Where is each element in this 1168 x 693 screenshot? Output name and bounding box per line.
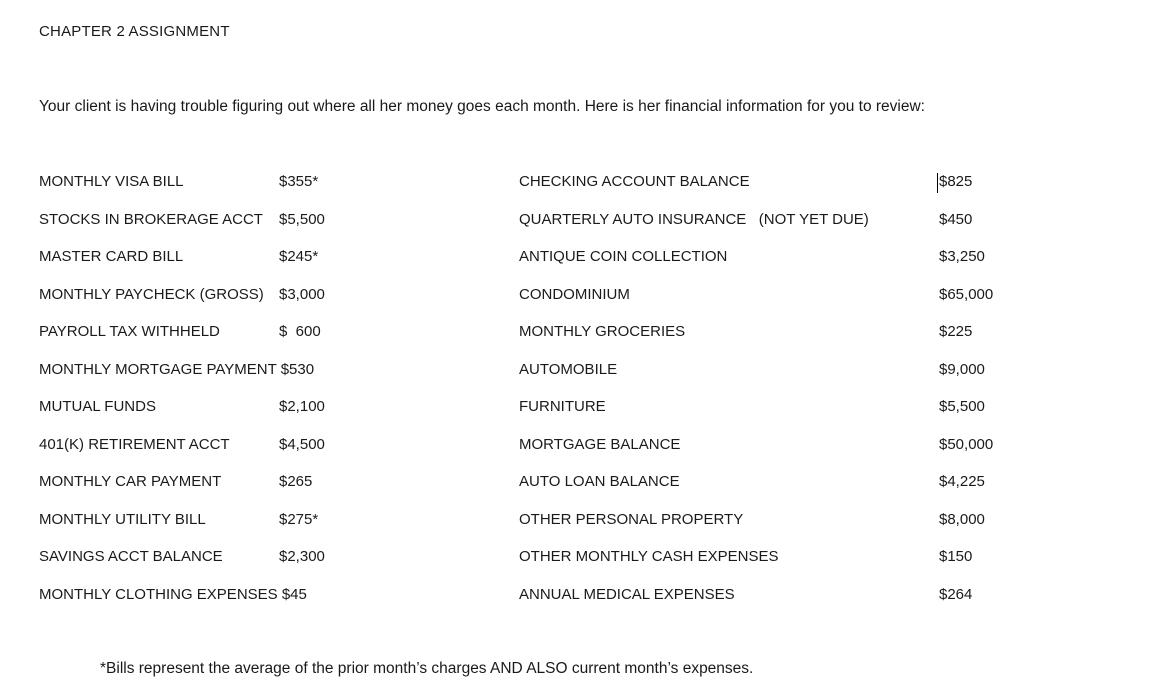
left-item-value: $355* — [279, 173, 319, 190]
right-item-value: $3,250 — [939, 248, 985, 265]
left-item-label: MONTHLY MORTGAGE PAYMENT — [39, 360, 277, 378]
left-item-label: PAYROLL TAX WITHHELD — [39, 323, 220, 340]
table-row — [0, 586, 1168, 624]
right-item-value: $4,225 — [939, 473, 985, 490]
table-row — [0, 436, 1168, 474]
right-item-label: CHECKING ACCOUNT BALANCE — [519, 173, 750, 190]
left-item-value: $2,100 — [279, 398, 325, 415]
intro-paragraph: Your client is having trouble figuring out where all her money goes each month. Here is her financial information for you to review: — [39, 98, 925, 115]
financial-table — [0, 173, 1168, 623]
right-item-value: $150 — [939, 548, 973, 565]
right-item-label: AUTO LOAN BALANCE — [519, 473, 680, 490]
left-item-value: $265 — [279, 473, 313, 490]
right-item-value: $225 — [939, 323, 973, 340]
right-item-label: MORTGAGE BALANCE — [519, 435, 681, 453]
right-item-value: $5,500 — [939, 398, 985, 415]
left-item-label: MONTHLY CAR PAYMENT — [39, 473, 222, 490]
right-item-label: OTHER MONTHLY CASH EXPENSES — [519, 548, 779, 565]
right-item-value: $825 — [939, 173, 973, 190]
left-item-value: $3,000 — [279, 285, 325, 303]
table-row — [0, 398, 1168, 436]
right-item-value: $450 — [939, 210, 973, 228]
left-item-label: MONTHLY PAYCHECK (GROSS) — [39, 285, 264, 303]
left-item-label: STOCKS IN BROKERAGE ACCT — [39, 210, 263, 228]
text-cursor — [937, 173, 938, 193]
footnote: *Bills represent the average of the prior month’s charges AND ALSO current month’s expenses. — [100, 660, 754, 677]
left-item-label: MASTER CARD BILL — [39, 248, 184, 265]
table-row — [0, 548, 1168, 586]
left-item-label: MONTHLY UTILITY BILL — [39, 510, 206, 528]
left-item-inline — [39, 586, 307, 603]
table-row — [0, 361, 1168, 399]
right-item-value: $8,000 — [939, 510, 985, 528]
left-item-label: MONTHLY CLOTHING EXPENSES — [39, 585, 278, 603]
left-item-value: $45 — [281, 585, 307, 603]
left-item-inline — [39, 361, 314, 378]
left-item-label: 401(K) RETIREMENT ACCT — [39, 435, 230, 453]
table-row — [0, 323, 1168, 361]
left-item-label: MUTUAL FUNDS — [39, 398, 156, 415]
table-row — [0, 286, 1168, 324]
table-row — [0, 173, 1168, 211]
right-item-label: AUTOMOBILE — [519, 360, 618, 378]
table-row — [0, 511, 1168, 549]
left-item-value: $5,500 — [279, 210, 325, 228]
left-item-value: $245* — [279, 248, 319, 265]
table-row — [0, 211, 1168, 249]
document-title: CHAPTER 2 ASSIGNMENT — [39, 23, 230, 40]
right-item-label: ANNUAL MEDICAL EXPENSES — [519, 585, 735, 603]
left-item-value: $275* — [279, 510, 319, 528]
right-item-value: $65,000 — [939, 285, 994, 303]
right-item-value: $50,000 — [939, 435, 994, 453]
right-item-label: OTHER PERSONAL PROPERTY — [519, 510, 744, 528]
left-item-value: $ 600 — [279, 323, 321, 340]
right-item-label: QUARTERLY AUTO INSURANCE (NOT YET DUE) — [519, 210, 869, 228]
left-item-value: $530 — [280, 360, 315, 378]
table-row — [0, 248, 1168, 286]
left-item-label: SAVINGS ACCT BALANCE — [39, 548, 223, 565]
right-item-label: FURNITURE — [519, 398, 606, 415]
right-item-value: $9,000 — [939, 360, 985, 378]
left-item-value: $2,300 — [279, 548, 325, 565]
right-item-label: MONTHLY GROCERIES — [519, 323, 686, 340]
table-row — [0, 473, 1168, 511]
right-item-label: CONDOMINIUM — [519, 285, 630, 303]
left-item-value: $4,500 — [279, 435, 325, 453]
right-item-label: ANTIQUE COIN COLLECTION — [519, 248, 728, 265]
left-item-label: MONTHLY VISA BILL — [39, 173, 184, 190]
right-item-value: $264 — [939, 585, 973, 603]
